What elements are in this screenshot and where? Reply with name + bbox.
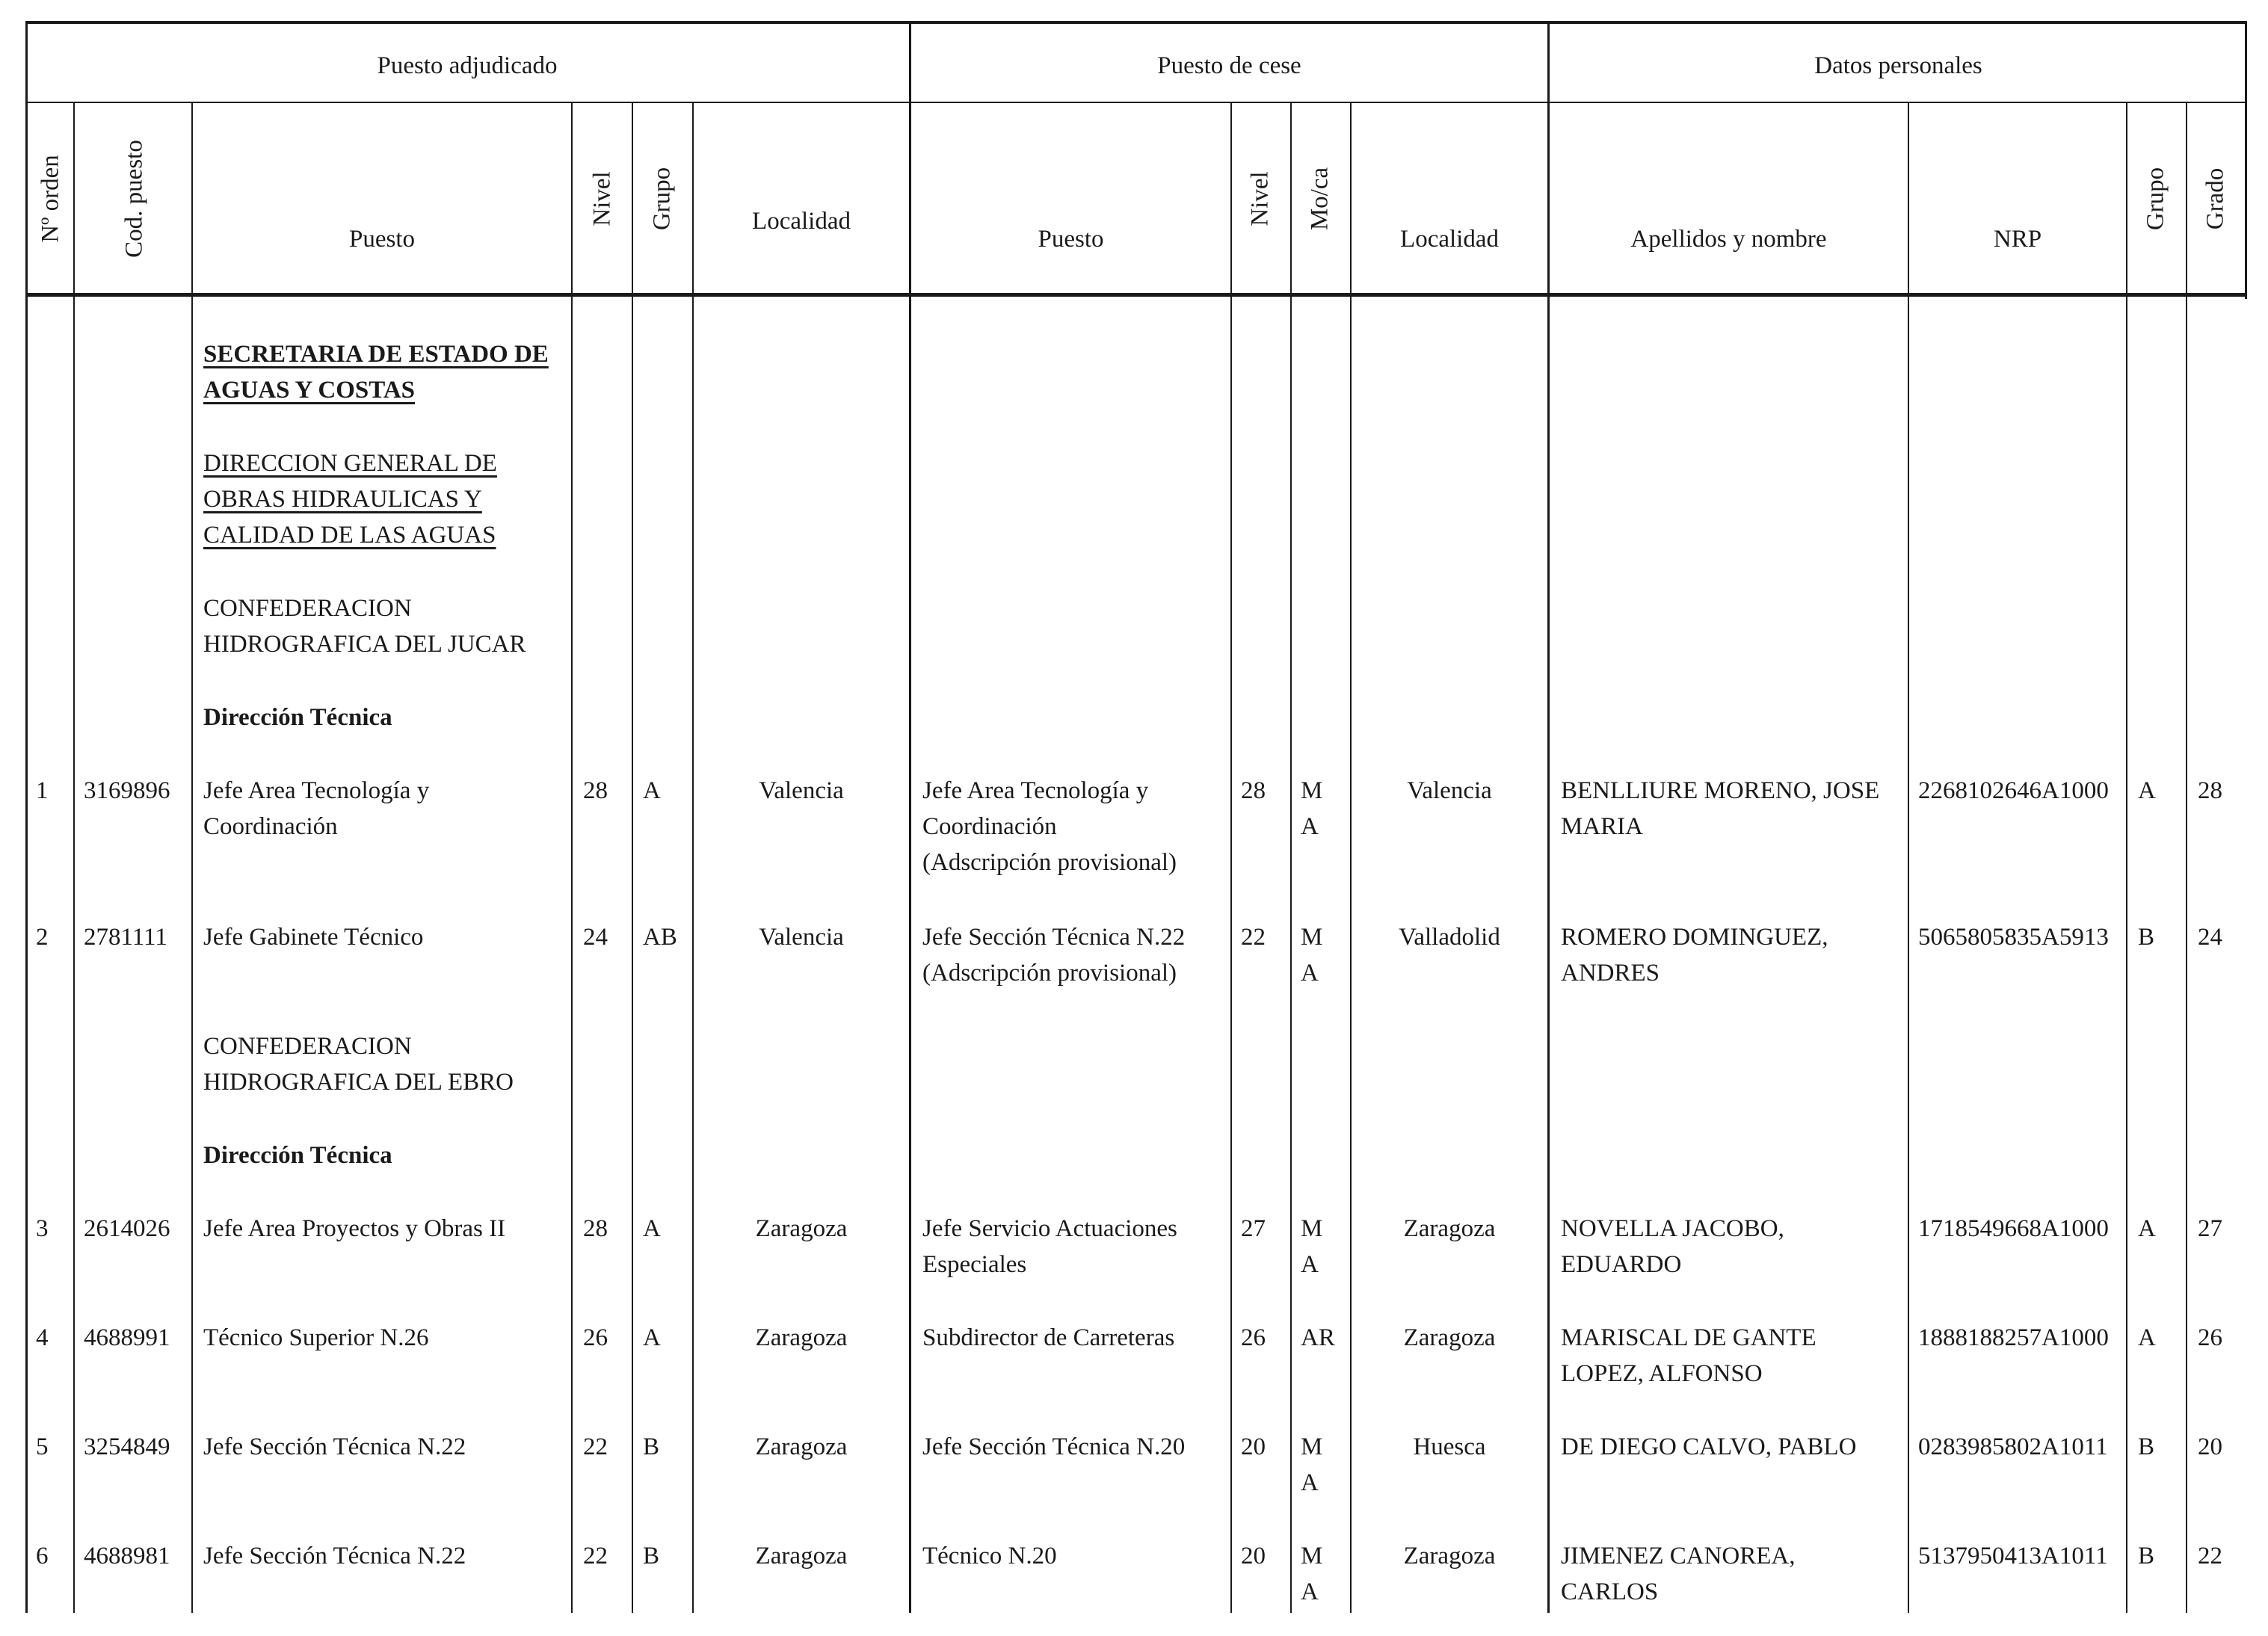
cell-puesto: Jefe Area Tecnología y bbox=[203, 777, 430, 804]
left-border bbox=[25, 21, 28, 1613]
cell-nivel-cese: 20 bbox=[1241, 1543, 1266, 1569]
cell-apellidos: BENLLIURE MORENO, JOSE bbox=[1561, 777, 1880, 804]
cell-nrp: 5065805835A5913 bbox=[1918, 924, 2109, 951]
section-confederacion-jucar: CONFEDERACION bbox=[203, 595, 412, 622]
cell-grupo: B bbox=[643, 1543, 660, 1569]
col-divider bbox=[2186, 102, 2187, 1613]
cell-grado: 22 bbox=[2198, 1543, 2222, 1569]
cell-nrp: 1718549668A1000 bbox=[1918, 1215, 2109, 1242]
cell-orden: 4 bbox=[36, 1324, 49, 1351]
col-header-localidad: Localidad bbox=[752, 208, 851, 235]
cell-orden: 3 bbox=[36, 1215, 49, 1242]
cell-grupo-p: B bbox=[2138, 924, 2155, 951]
cell-cod: 4688981 bbox=[84, 1543, 170, 1569]
cell-puesto: Coordinación bbox=[203, 813, 338, 840]
cell-moca: A bbox=[1301, 1469, 1319, 1496]
section-confederacion-ebro: HIDROGRAFICA DEL EBRO bbox=[203, 1069, 514, 1096]
cell-puesto: Jefe Sección Técnica N.22 bbox=[203, 1433, 466, 1460]
cell-moca: AR bbox=[1301, 1324, 1335, 1351]
section-direccion-tecnica: Dirección Técnica bbox=[203, 704, 392, 731]
group-header-cese: Puesto de cese bbox=[1157, 52, 1301, 79]
col-divider bbox=[1908, 102, 1909, 1613]
cell-grado: 26 bbox=[2198, 1324, 2222, 1351]
group-header-adjudicado: Puesto adjudicado bbox=[377, 52, 558, 79]
cell-puesto-cese: Jefe Sección Técnica N.22 bbox=[922, 924, 1186, 951]
cell-grupo: A bbox=[643, 1215, 661, 1242]
cell-grado: 28 bbox=[2198, 777, 2222, 804]
section-direccion-general: OBRAS HIDRAULICAS Y bbox=[203, 486, 482, 513]
cell-nivel-cese: 27 bbox=[1241, 1215, 1266, 1242]
cell-puesto-cese: Técnico N.20 bbox=[922, 1543, 1057, 1569]
cell-puesto-cese: Jefe Servicio Actuaciones bbox=[922, 1215, 1177, 1242]
col-divider bbox=[1350, 102, 1352, 1613]
cell-grupo-p: B bbox=[2138, 1433, 2155, 1460]
cell-localidad-cese: Zaragoza bbox=[1403, 1543, 1496, 1569]
cell-puesto-cese: (Adscripción provisional) bbox=[922, 849, 1177, 876]
section-direccion-tecnica: Dirección Técnica bbox=[203, 1142, 392, 1169]
cell-grado: 20 bbox=[2198, 1433, 2222, 1460]
cell-puesto-cese: Subdirector de Carreteras bbox=[922, 1324, 1175, 1351]
cell-apellidos: EDUARDO bbox=[1561, 1251, 1682, 1278]
cell-moca: A bbox=[1301, 960, 1319, 987]
cell-nivel-cese: 22 bbox=[1241, 924, 1266, 951]
cell-nivel: 28 bbox=[583, 777, 608, 804]
section-secretaria: AGUAS Y COSTAS bbox=[203, 377, 415, 404]
col-divider bbox=[632, 102, 633, 1613]
cell-orden: 5 bbox=[36, 1433, 49, 1460]
cell-apellidos: ROMERO DOMINGUEZ, bbox=[1561, 924, 1828, 951]
cell-grupo-p: A bbox=[2138, 1324, 2156, 1351]
cell-grupo-p: B bbox=[2138, 1543, 2155, 1569]
cell-localidad-cese: Valencia bbox=[1407, 777, 1492, 804]
col-header-grupo: Grupo bbox=[648, 167, 676, 231]
col-divider bbox=[191, 102, 193, 1613]
cell-apellidos: MARISCAL DE GANTE bbox=[1561, 1324, 1816, 1351]
cell-puesto-cese: Jefe Sección Técnica N.20 bbox=[922, 1433, 1186, 1460]
cell-apellidos: NOVELLA JACOBO, bbox=[1561, 1215, 1784, 1242]
cell-nivel: 26 bbox=[583, 1324, 608, 1351]
col-header-grupo-personal: Grupo bbox=[2142, 167, 2169, 231]
group-header-personales: Datos personales bbox=[1814, 52, 1982, 79]
cell-nivel: 22 bbox=[583, 1543, 608, 1569]
cell-localidad: Valencia bbox=[759, 924, 844, 951]
col-header-orden: Nº orden bbox=[37, 155, 64, 243]
col-header-localidad-cese: Localidad bbox=[1400, 226, 1499, 253]
col-header-nivel-cese: Nivel bbox=[1246, 171, 1274, 226]
cell-cod: 4688991 bbox=[84, 1324, 170, 1351]
cell-moca: M bbox=[1301, 1433, 1323, 1460]
cell-puesto-cese: Jefe Area Tecnología y bbox=[922, 777, 1149, 804]
cell-puesto: Técnico Superior N.26 bbox=[203, 1324, 429, 1351]
cell-moca: M bbox=[1301, 777, 1323, 804]
col-divider bbox=[571, 102, 573, 1613]
col-header-nivel: Nivel bbox=[588, 171, 616, 226]
cell-grupo: B bbox=[643, 1433, 660, 1460]
col-header-cod: Cod. puesto bbox=[120, 140, 148, 258]
group-header-divider bbox=[25, 102, 2247, 103]
cell-puesto: Jefe Gabinete Técnico bbox=[203, 924, 424, 951]
col-divider bbox=[73, 102, 75, 1613]
cell-nivel-cese: 26 bbox=[1241, 1324, 1266, 1351]
cell-moca: M bbox=[1301, 924, 1323, 951]
col-header-nrp: NRP bbox=[1993, 226, 2042, 253]
cell-grupo: A bbox=[643, 777, 661, 804]
cell-apellidos: LOPEZ, ALFONSO bbox=[1561, 1360, 1763, 1387]
cell-puesto: Jefe Sección Técnica N.22 bbox=[203, 1543, 466, 1569]
section-direccion-general: DIRECCION GENERAL DE bbox=[203, 450, 497, 477]
cell-grado: 27 bbox=[2198, 1215, 2222, 1242]
cell-localidad-cese: Valladolid bbox=[1399, 924, 1500, 951]
cell-orden: 6 bbox=[36, 1543, 49, 1569]
column-header-divider bbox=[25, 293, 2247, 297]
section-confederacion-ebro: CONFEDERACION bbox=[203, 1033, 412, 1060]
cell-nrp: 1888188257A1000 bbox=[1918, 1324, 2109, 1351]
cell-cod: 2614026 bbox=[84, 1215, 170, 1242]
cell-nrp: 5137950413A1011 bbox=[1918, 1543, 2108, 1569]
cell-moca: M bbox=[1301, 1215, 1323, 1242]
cell-apellidos: CARLOS bbox=[1561, 1578, 1659, 1605]
cell-nrp: 2268102646A1000 bbox=[1918, 777, 2109, 804]
col-divider bbox=[1290, 102, 1292, 1613]
cell-cod: 3254849 bbox=[84, 1433, 170, 1460]
cell-nivel-cese: 28 bbox=[1241, 777, 1266, 804]
cell-nivel: 22 bbox=[583, 1433, 608, 1460]
cell-localidad-cese: Zaragoza bbox=[1403, 1215, 1496, 1242]
cell-nrp: 0283985802A1011 bbox=[1918, 1433, 2108, 1460]
cell-nivel: 28 bbox=[583, 1215, 608, 1242]
cell-localidad: Valencia bbox=[759, 777, 844, 804]
col-header-apellidos: Apellidos y nombre bbox=[1630, 226, 1827, 253]
cell-cod: 3169896 bbox=[84, 777, 170, 804]
cell-nivel: 24 bbox=[583, 924, 608, 951]
col-divider bbox=[692, 102, 694, 1613]
cell-apellidos: ANDRES bbox=[1561, 960, 1660, 987]
cell-moca: A bbox=[1301, 1578, 1319, 1605]
cell-localidad: Zaragoza bbox=[755, 1215, 848, 1242]
cell-moca: M bbox=[1301, 1543, 1323, 1569]
col-divider bbox=[2126, 102, 2127, 1613]
cell-puesto: Jefe Area Proyectos y Obras II bbox=[203, 1215, 506, 1242]
table-top-border bbox=[25, 21, 2247, 24]
cell-nivel-cese: 20 bbox=[1241, 1433, 1266, 1460]
cell-grado: 24 bbox=[2198, 924, 2222, 951]
section-secretaria: SECRETARIA DE ESTADO DE bbox=[203, 341, 549, 368]
cell-apellidos: DE DIEGO CALVO, PABLO bbox=[1561, 1433, 1857, 1460]
cell-localidad-cese: Huesca bbox=[1413, 1433, 1486, 1460]
cell-moca: A bbox=[1301, 813, 1319, 840]
cell-puesto-cese: (Adscripción provisional) bbox=[922, 960, 1177, 987]
cell-apellidos: JIMENEZ CANOREA, bbox=[1561, 1543, 1796, 1569]
cell-grupo: A bbox=[643, 1324, 661, 1351]
cell-cod: 2781111 bbox=[84, 924, 167, 951]
cell-localidad: Zaragoza bbox=[755, 1543, 848, 1569]
col-header-puesto-cese: Puesto bbox=[1038, 226, 1104, 253]
col-divider bbox=[1230, 102, 1232, 1613]
cell-localidad: Zaragoza bbox=[755, 1433, 848, 1460]
appointments-table bbox=[25, 21, 2247, 1613]
col-header-moca: Mo/ca bbox=[1306, 167, 1334, 231]
cell-localidad: Zaragoza bbox=[755, 1324, 848, 1351]
group-divider-2 bbox=[1547, 21, 1550, 1613]
section-direccion-general: CALIDAD DE LAS AGUAS bbox=[203, 522, 496, 549]
cell-grupo: AB bbox=[643, 924, 677, 951]
cell-grupo-p: A bbox=[2138, 777, 2156, 804]
section-confederacion-jucar: HIDROGRAFICA DEL JUCAR bbox=[203, 631, 526, 658]
cell-apellidos: MARIA bbox=[1561, 813, 1644, 840]
cell-localidad-cese: Zaragoza bbox=[1403, 1324, 1496, 1351]
col-header-grado: Grado bbox=[2201, 167, 2229, 230]
cell-puesto-cese: Especiales bbox=[922, 1251, 1027, 1278]
group-divider-1 bbox=[909, 21, 911, 1613]
cell-puesto-cese: Coordinación bbox=[922, 813, 1057, 840]
cell-orden: 1 bbox=[36, 777, 49, 804]
cell-orden: 2 bbox=[36, 924, 49, 951]
cell-moca: A bbox=[1301, 1251, 1319, 1278]
cell-grupo-p: A bbox=[2138, 1215, 2156, 1242]
col-header-puesto: Puesto bbox=[348, 226, 415, 253]
